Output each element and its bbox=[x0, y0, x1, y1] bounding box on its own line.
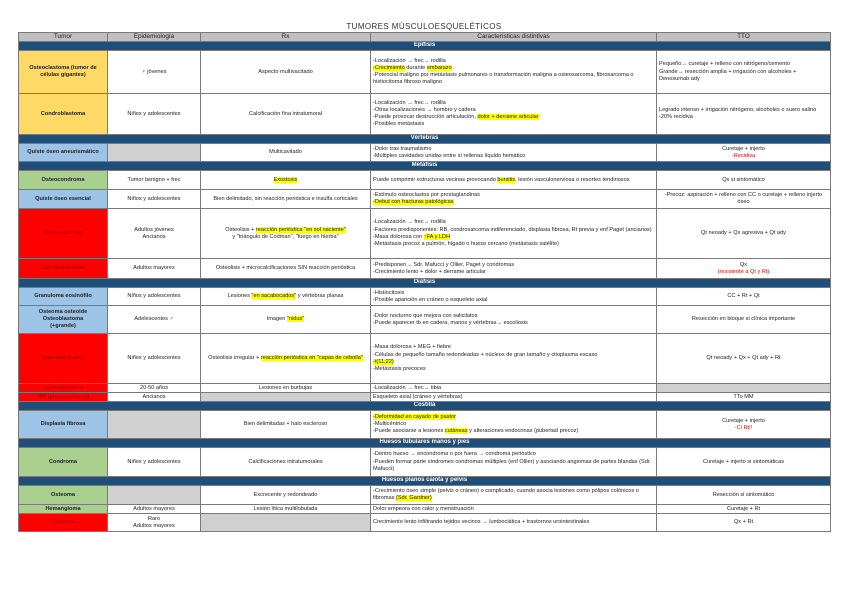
epidemiology-cell bbox=[108, 144, 201, 162]
table-row bbox=[19, 334, 831, 384]
feature-line: -Localización → frec→ rodilla bbox=[373, 219, 446, 226]
treatment-cell: Curetaje + Rt bbox=[657, 505, 831, 514]
treatment-cell: CC + Rt + Qt bbox=[657, 288, 831, 306]
treatment-warning: -Ci Rt!! bbox=[734, 424, 753, 431]
epidemiology-cell: Adultos jóvenes Ancianos bbox=[108, 209, 201, 259]
features-cell: Esqueleto axial (cráneo y vértebras) bbox=[371, 393, 657, 402]
treatment-cell bbox=[657, 144, 831, 162]
features-cell bbox=[371, 448, 657, 477]
tumor-name: Osteoclastoma (tumor de células gigantes) bbox=[19, 51, 108, 94]
rx-cell: Multicavitado bbox=[201, 144, 371, 162]
header-tto: TTO bbox=[657, 33, 831, 42]
section-metafisis bbox=[19, 162, 831, 171]
table-row bbox=[19, 144, 831, 162]
feature-line: -Puede aparecer tb en cadera, manos y vértebras→ escoliosis bbox=[373, 319, 528, 326]
table-row bbox=[19, 448, 831, 477]
section-label: Vértebras bbox=[19, 135, 831, 144]
feature-line bbox=[373, 359, 654, 366]
epidemiology-cell: Niños y adolescentes bbox=[108, 190, 201, 209]
feature-line: -Localización → frec→ rodilla bbox=[373, 99, 446, 106]
features-cell: Crecimiento lento infiltrando tejidos vecinos → lumbociática + trastornos urointestinales bbox=[371, 514, 657, 532]
rx-cell: Excrecente y redondeado bbox=[201, 486, 371, 505]
tumor-name: Condroblastoma bbox=[19, 94, 108, 135]
document-title: TUMORES MÚSCULOESQUELÉTICOS bbox=[346, 22, 502, 31]
treatment-line: Pequeño→ curetaje + relleno con nitrógeno/cemento bbox=[659, 61, 791, 68]
table-row bbox=[19, 384, 831, 393]
table-row bbox=[19, 306, 831, 334]
highlight-text: -Crecimiento bbox=[373, 65, 405, 72]
treatment-line: Curetaje + injerto bbox=[722, 417, 765, 424]
features-cell bbox=[371, 190, 657, 209]
rx-cell: Osteolisis irregular + reacción perióstica en "capas de cebolla" bbox=[201, 334, 371, 384]
feature-line: -Factores predisponentes: RB, condrosarcoma indiferenciado, displasia fibrosa, Rt previa y enf Paget (ancianos) bbox=[373, 226, 652, 233]
feature-line: -Metástasis precoces bbox=[373, 365, 426, 372]
rx-cell: Lesiones en burbujas bbox=[201, 384, 371, 393]
highlight-text: cutáneas bbox=[444, 428, 468, 435]
epidemiology-cell: Adultos mayores bbox=[108, 259, 201, 279]
features-cell bbox=[371, 144, 657, 162]
table-row bbox=[19, 393, 831, 402]
treatment-line: Grande→ resección amplia + irrigación con alcoholes + Denosumab ady bbox=[659, 68, 797, 82]
table-row bbox=[19, 486, 831, 505]
table-row bbox=[19, 288, 831, 306]
section-label: Huesos tubulares manos y pies bbox=[19, 439, 831, 448]
features-cell: -Localización → frec→ tibia bbox=[371, 384, 657, 393]
features-cell bbox=[371, 94, 657, 135]
treatment-line: Legrado intenso + irrigación nitrógeno, alcoholes o suero salino bbox=[659, 107, 817, 114]
feature-line bbox=[373, 414, 654, 421]
epidemiology-cell: Niños y adolescentes bbox=[108, 448, 201, 477]
feature-line: -Dolor tras traumatismo bbox=[373, 145, 432, 152]
feature-line: -Histiocitosis bbox=[373, 289, 405, 296]
header-epidemiologia: Epidemiología bbox=[108, 33, 201, 42]
treatment-warning: (resistente a Qt y Rt) bbox=[717, 268, 770, 275]
rx-cell bbox=[201, 393, 371, 402]
tumor-name: Osteocondroma bbox=[19, 171, 108, 190]
tumor-table bbox=[18, 32, 831, 532]
highlight-text: Exostosis bbox=[273, 176, 298, 183]
feature-line: -Crecimiento durante embarazo bbox=[373, 65, 452, 72]
epidemiology-cell: Tumor benigno + frec bbox=[108, 171, 201, 190]
table-row bbox=[19, 514, 831, 532]
feature-line bbox=[373, 199, 654, 206]
header-row bbox=[19, 33, 831, 42]
feature-line: -Metástasis precoz a pulmón, hígado o hueso cercano (metástasis satélite) bbox=[373, 240, 559, 247]
tumor-name: Adamantinoma bbox=[19, 384, 108, 393]
highlight-text: "en sacabocados" bbox=[251, 293, 297, 300]
features-cell bbox=[371, 334, 657, 384]
table-row bbox=[19, 411, 831, 439]
epidemiology-cell: Ancianos bbox=[108, 393, 201, 402]
section-label: Huesos planos calota y pelvis bbox=[19, 477, 831, 486]
treatment-cell: Resección en bloque si clínica importante bbox=[657, 306, 831, 334]
highlight-text: -Debut con fracturas patológicas bbox=[373, 199, 454, 206]
section-huesos-planos bbox=[19, 477, 831, 486]
rx-cell: Osteolisis + microcalcificaciones SIN reacción perióstica bbox=[201, 259, 371, 279]
features-cell: Puede comprimir estructuras vecinas provocando bursitis, lesión vasculonerviosa o resortes tendinosos bbox=[371, 171, 657, 190]
section-label: Costilla bbox=[19, 402, 831, 411]
highlight-text: "nidus" bbox=[286, 316, 305, 323]
highlight-text: -t(11;22) bbox=[373, 358, 394, 365]
highlight-text: bursitis bbox=[497, 176, 516, 183]
treatment-cell: Qx si sintomático bbox=[657, 171, 831, 190]
header-caracteristicas: Características distintivas bbox=[371, 33, 657, 42]
section-diafisis bbox=[19, 279, 831, 288]
header-rx: Rx bbox=[201, 33, 371, 42]
treatment-cell: Curetaje + injerto si sintomáticas bbox=[657, 448, 831, 477]
features-cell bbox=[371, 411, 657, 439]
epidemiology-cell: Raro Adultos mayores bbox=[108, 514, 201, 532]
feature-line: -Puede asociarse a lesiones cutáneas y alteraciones endocrinas (pubertad precoz) bbox=[373, 428, 579, 435]
rx-cell: Aspecto multivacitado bbox=[201, 51, 371, 94]
rx-cell: Calcificaciones intratumorales bbox=[201, 448, 371, 477]
feature-line: -Multicéntrico bbox=[373, 421, 407, 428]
epidemiology-cell: Niños y adolescentes bbox=[108, 334, 201, 384]
tumor-name: Quiste óseo esencial bbox=[19, 190, 108, 209]
highlight-text: embarazo bbox=[426, 65, 452, 72]
table-row bbox=[19, 505, 831, 514]
feature-line: -Dolor nocturno que mejora con salicilatos bbox=[373, 312, 478, 319]
treatment-cell bbox=[657, 94, 831, 135]
section-vertebras bbox=[19, 135, 831, 144]
epidemiology-cell: 20-50 años bbox=[108, 384, 201, 393]
epidemiology-cell: Niños y adolescentes bbox=[108, 288, 201, 306]
rx-cell bbox=[201, 171, 371, 190]
section-label: Diáfisis bbox=[19, 279, 831, 288]
rx-cell bbox=[201, 514, 371, 532]
rx-cell: Lesiones "en sacabocados" y vértebras planas bbox=[201, 288, 371, 306]
feature-line: -Pueden formar parte síndromes condromas múltiples (enf Ollier) y asociando angiomas de partes blandas (Sdr. Mafucci) bbox=[373, 458, 651, 472]
treatment-cell bbox=[657, 51, 831, 94]
treatment-line: Qx bbox=[739, 261, 748, 268]
rx-cell: Lesión lítica multilobulada bbox=[201, 505, 371, 514]
features-cell bbox=[371, 306, 657, 334]
rx-cell: Bien delimitadas + halo escleroso bbox=[201, 411, 371, 439]
feature-line: -Predisponen→ Sdr. Mafucci y Ollier, Paget y condromas bbox=[373, 261, 515, 268]
treatment-cell bbox=[657, 259, 831, 279]
tumor-name: Quiste óseo aneurismático bbox=[19, 144, 108, 162]
feature-line: -Otras localizaciones → hombro y cadera bbox=[373, 107, 476, 114]
feature-line: -Masa dolorosa con ↑FA y LDH bbox=[373, 233, 451, 240]
highlight-text: dolor + derrame articular bbox=[477, 114, 539, 121]
highlight-text: ↑FA y LDH bbox=[423, 233, 451, 240]
table-row bbox=[19, 94, 831, 135]
epidemiology-cell bbox=[108, 411, 201, 439]
feature-line: -Múltiples cavidades unidas entre sí rellenas líquido hemático bbox=[373, 152, 526, 159]
features-cell: -Crecimiento óseo simple (pelvis o cráneo) o complicado, cuando asocia lesiones como pólipos colónicos o fibromas (Sdr. Gardner) bbox=[371, 486, 657, 505]
table-row bbox=[19, 190, 831, 209]
tumor-name: Hemangioma bbox=[19, 505, 108, 514]
epidemiology-cell: Adolescentes ♂ bbox=[108, 306, 201, 334]
features-cell bbox=[371, 259, 657, 279]
treatment-cell: Qx + Rt bbox=[657, 514, 831, 532]
features-cell: Dolor empeora con calor y menstruación bbox=[371, 505, 657, 514]
treatment-line: -20% recidiva bbox=[659, 114, 693, 121]
rx-cell: Imagen "nidus" bbox=[201, 306, 371, 334]
tumor-name: Cordoma bbox=[19, 514, 108, 532]
highlight-text: reacción perióstica en "capas de cebolla" bbox=[260, 355, 363, 362]
features-cell bbox=[371, 288, 657, 306]
epidemiology-cell: ♀ jóvenes bbox=[108, 51, 201, 94]
feature-line: -Células de pequeño tamaño redondeadas + núcleos de gran tamaño y citoplasma escaso bbox=[373, 351, 598, 358]
section-epifisis bbox=[19, 42, 831, 51]
treatment-cell bbox=[657, 384, 831, 393]
rx-cell: Osteolisis + reacción perióstica "en sol naciente" y "triángulo de Codman", "fuego en hierba" bbox=[201, 209, 371, 259]
epidemiology-cell: Niños y adolescentes bbox=[108, 94, 201, 135]
feature-line: -Estímulo osteoclastos por prostaglandinas bbox=[373, 192, 480, 199]
highlight-text: reacción perióstica "en sol naciente" bbox=[255, 226, 346, 233]
tumor-name: Sarcoma Ewing bbox=[19, 334, 108, 384]
tumor-name: MM (plasmocitoma) bbox=[19, 393, 108, 402]
table-row bbox=[19, 51, 831, 94]
section-label: Metáfisis bbox=[19, 162, 831, 171]
section-costilla bbox=[19, 402, 831, 411]
treatment-cell bbox=[657, 411, 831, 439]
tumor-name: Granuloma eosinófilo bbox=[19, 288, 108, 306]
treatment-cell: Qt neoady + Qx agresiva + Qt ady bbox=[657, 209, 831, 259]
feature-line: -Localización → frec→ rodilla bbox=[373, 57, 446, 64]
table-row bbox=[19, 209, 831, 259]
feature-line: -Puede provocar destrucción articulación, dolor + derrame articular bbox=[373, 114, 539, 121]
epidemiology-cell bbox=[108, 486, 201, 505]
treatment-cell: Qt neoady + Qx + Qt ady + Rt bbox=[657, 334, 831, 384]
feature-line: -Posibles metástasis bbox=[373, 121, 425, 128]
treatment-cell: -Precoz: aspiración + relleno con CC o curetaje + relleno injerto óseo bbox=[657, 190, 831, 209]
features-cell bbox=[371, 209, 657, 259]
treatment-cell: TTo MM bbox=[657, 393, 831, 402]
tumor-name: Condrosarcoma bbox=[19, 259, 108, 279]
feature-line: -Potencial maligno por metástasis pulmonares o transformación maligna a osteosarcoma, fibrosarcoma o histiocitoma fibroso maligno bbox=[373, 72, 634, 86]
section-label: Epífisis bbox=[19, 42, 831, 51]
feature-line: -Dentro hueso → encondroma o por fuera → condroma perióstico bbox=[373, 451, 536, 458]
treatment-line: Curetaje + injerto bbox=[722, 145, 765, 152]
tumor-name: Displasia fibrosa bbox=[19, 411, 108, 439]
table-row bbox=[19, 259, 831, 279]
tumor-name: Osteoma osteoide Osteoblastoma (+grande) bbox=[19, 306, 108, 334]
rx-cell: Bien delimitado, sin reacción perióstica e insulfa corticales bbox=[201, 190, 371, 209]
rx-cell: Calcificación fina intratumoral bbox=[201, 94, 371, 135]
features-cell bbox=[371, 51, 657, 94]
treatment-cell: Resección si sintomático bbox=[657, 486, 831, 505]
feature-line: -Masa dolorosa + MEG + fiebre bbox=[373, 344, 452, 351]
feature-line: -Crecimiento lento + dolor + derrame articular bbox=[373, 268, 486, 275]
header-tumor: Tumor bbox=[19, 33, 108, 42]
highlight-text: -Deformidad en cayado de pastor bbox=[373, 413, 457, 420]
highlight-text: (Sdr. Gardner) bbox=[396, 495, 432, 502]
tumor-name: Osteoma bbox=[19, 486, 108, 505]
feature-line: -Posible aparición en cráneo o esqueleto axial bbox=[373, 296, 488, 303]
table-row bbox=[19, 171, 831, 190]
tumor-name: Osteosarcoma bbox=[19, 209, 108, 259]
epidemiology-cell: Adultos mayores bbox=[108, 505, 201, 514]
section-manos-pies bbox=[19, 439, 831, 448]
tumor-name: Condroma bbox=[19, 448, 108, 477]
treatment-warning: -Recidiva bbox=[731, 152, 756, 159]
